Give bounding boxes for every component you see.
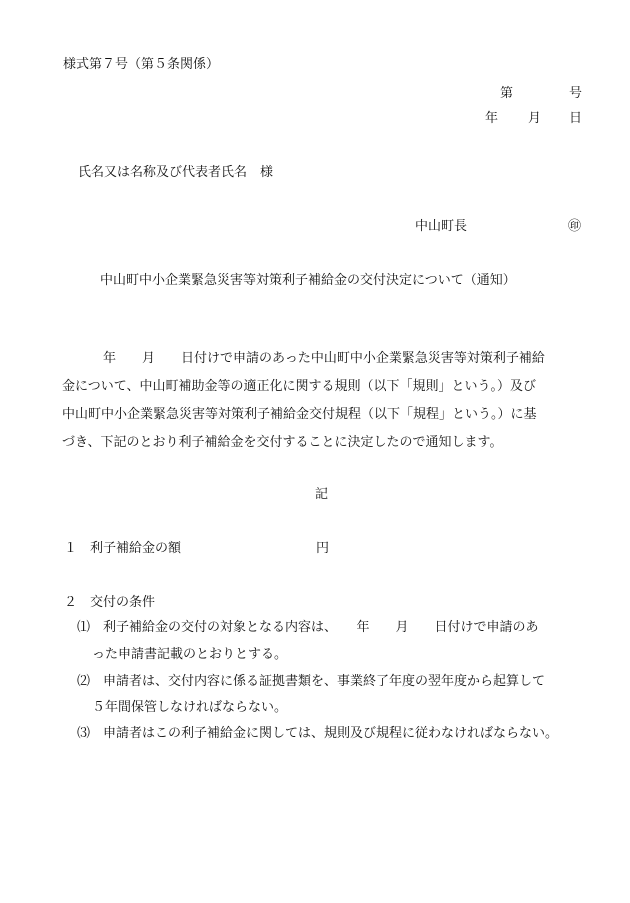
date-day: 日 xyxy=(569,111,583,126)
condition-mark: ⑵ xyxy=(77,674,91,689)
item1-unit: 円 xyxy=(316,541,330,556)
condition-line: 申請者はこの利子補給金に関しては、規則及び規程に従わなければならない。 xyxy=(103,726,559,741)
issuer-title: 中山町長 xyxy=(415,219,468,234)
addressee: 氏名又は名称及び代表者氏名 様 xyxy=(78,165,274,180)
body-line: 中山町中小企業緊急災害等対策利子補給金交付規程（以下「規程」という。）に基 xyxy=(62,407,537,422)
body-line: 年 月 日付けで申請のあった中山町中小企業緊急災害等対策利子補給 xyxy=(103,351,545,366)
body-line: づき、下記のとおり利子補給金を交付することに決定したので通知します。 xyxy=(62,435,503,450)
item1-label: 利子補給金の額 xyxy=(90,541,182,556)
seal-mark: ㊞ xyxy=(568,219,582,234)
item1-number: １ xyxy=(64,541,78,556)
date-month: 月 xyxy=(528,111,542,126)
document-number-prefix: 第 xyxy=(500,86,514,101)
condition-line: った申請書記載のとおりとする。 xyxy=(92,647,288,662)
date-year: 年 xyxy=(485,111,499,126)
subject-title: 中山町中小企業緊急災害等対策利子補給金の交付決定について（通知） xyxy=(100,273,516,288)
ki-heading: 記 xyxy=(315,487,329,502)
document-number-suffix: 号 xyxy=(569,86,583,101)
condition-line: 申請者は、交付内容に係る証拠書類を、事業終了年度の翌年度から起算して xyxy=(103,674,546,689)
form-number: 様式第７号（第５条関係） xyxy=(63,57,220,72)
item2-label: 交付の条件 xyxy=(90,595,156,610)
body-paragraph xyxy=(62,345,582,457)
condition-line: 利子補給金の交付の対象となる内容は、 年 月 日付けで申請のあ xyxy=(103,620,539,635)
item2-number: ２ xyxy=(64,595,78,610)
condition-line: ５年間保管しなければならない。 xyxy=(92,700,288,715)
body-line: 金について、中山町補助金等の適正化に関する規則（以下「規則」という。）及び xyxy=(62,379,536,394)
condition-mark: ⑶ xyxy=(77,726,91,741)
condition-mark: ⑴ xyxy=(77,620,91,635)
